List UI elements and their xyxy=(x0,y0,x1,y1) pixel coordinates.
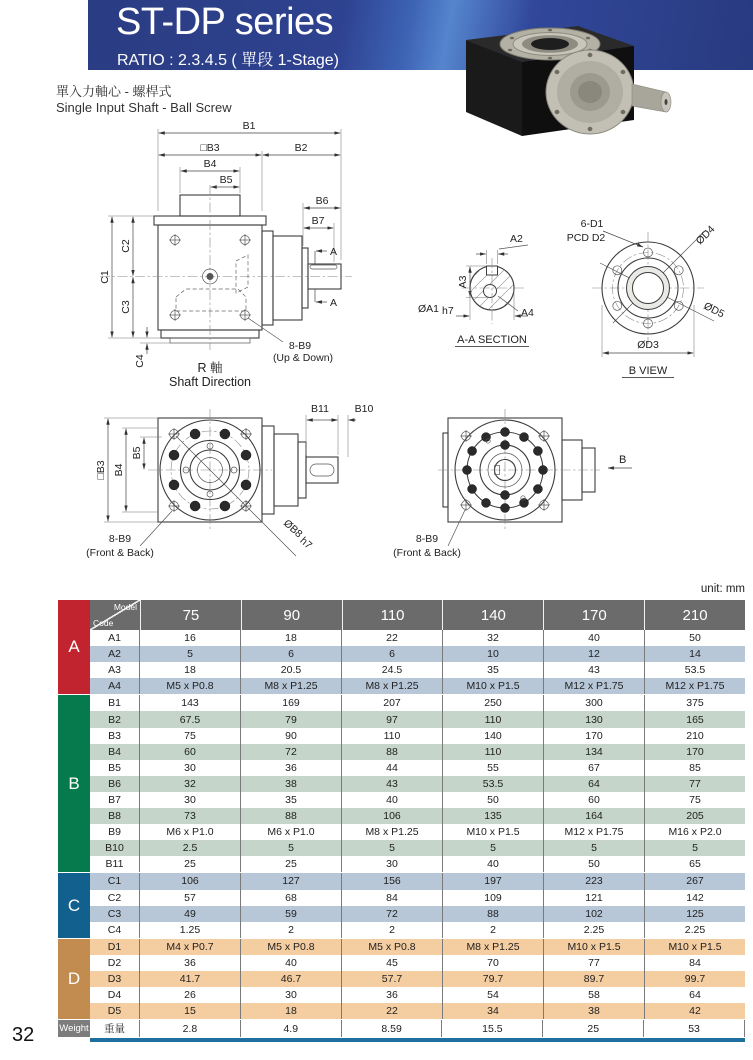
table-cell: 36 xyxy=(241,760,342,776)
table-cell: 142 xyxy=(686,891,704,904)
table-cell: 75 xyxy=(689,793,701,806)
table-cell: 223 xyxy=(544,873,645,889)
dim-label-d4: ØD4 xyxy=(693,223,718,248)
corner-model-label: Model xyxy=(113,602,137,612)
table-cell: M5 x P0.8 xyxy=(241,939,342,955)
table-cell: 58 xyxy=(544,987,645,1003)
dim-label-a1-tolerance: h7 xyxy=(442,305,454,317)
dim-label-c3: C3 xyxy=(120,300,132,314)
weight-cell: 25 xyxy=(543,1020,644,1037)
row-code: B2 xyxy=(90,711,140,727)
table-row xyxy=(90,906,745,922)
section-label-column xyxy=(58,600,90,1038)
subtitle-zh: 單入力軸心 - 螺桿式 xyxy=(56,84,172,99)
row-code: B6 xyxy=(90,776,140,792)
shaft-direction-zh: R 軸 xyxy=(197,361,223,375)
dim-label-b5-front: B5 xyxy=(131,446,143,460)
table-cell: 300 xyxy=(544,695,645,711)
table-cell: 97 xyxy=(342,711,443,727)
b-view-caption: B VIEW xyxy=(628,365,668,377)
table-cell: 134 xyxy=(544,744,645,760)
column-header: 110 xyxy=(342,600,443,630)
table-cell: 110 xyxy=(342,728,443,744)
table-cell: 10 xyxy=(443,646,544,662)
table-cell: 135 xyxy=(443,808,544,824)
table-row xyxy=(90,646,745,662)
table-cell: 30 xyxy=(140,760,241,776)
table-cell: 26 xyxy=(140,987,241,1003)
table-cell: 22 xyxy=(342,1003,443,1019)
dim-label-b3: □B3 xyxy=(200,142,220,154)
table-cell: 84 xyxy=(342,890,443,906)
table-cell: 20.5 xyxy=(241,662,342,678)
row-code: B1 xyxy=(90,695,140,711)
table-cell: 43 xyxy=(342,776,443,792)
dim-label-c4: C4 xyxy=(134,354,146,368)
table-cell: 143 xyxy=(140,695,241,711)
table-cell: M10 x P1.5 xyxy=(544,939,645,955)
section-rows-B xyxy=(90,695,745,872)
table-cell: 164 xyxy=(544,808,645,824)
dim-label-b3-front: □B3 xyxy=(95,460,107,480)
row-code: A2 xyxy=(90,646,140,662)
table-cell: 70 xyxy=(443,955,544,971)
table-cell: 12 xyxy=(544,646,645,662)
table-cell: 67 xyxy=(544,760,645,776)
table-cell: 60 xyxy=(140,744,241,760)
row-code: B10 xyxy=(90,840,140,856)
dimension-table xyxy=(58,600,745,1038)
row-code: A3 xyxy=(90,662,140,678)
table-cell: 1.25 xyxy=(140,922,241,938)
table-cell: 79.7 xyxy=(443,971,544,987)
table-cell: 40 xyxy=(342,792,443,808)
table-cell: 156 xyxy=(342,873,443,889)
table-cell: M8 x P1.25 xyxy=(443,939,544,955)
figure-b-side-view xyxy=(393,409,632,559)
table-cell: 169 xyxy=(241,695,342,711)
table-cell: 18 xyxy=(241,630,342,646)
weight-cell: 15.5 xyxy=(442,1020,543,1037)
dim-label-pcd-d2: PCD D2 xyxy=(566,232,606,244)
table-cell: 38 xyxy=(241,776,342,792)
dim-label-b4-front: B4 xyxy=(113,463,125,477)
table-cell: 59 xyxy=(241,906,342,922)
table-row xyxy=(90,728,745,744)
table-cell: 22 xyxy=(342,630,443,646)
table-cell: 109 xyxy=(443,890,544,906)
table-cell: 50 xyxy=(443,792,544,808)
table-cell: 14 xyxy=(689,648,701,661)
row-code: C3 xyxy=(90,906,140,922)
table-cell: 2 xyxy=(241,922,342,938)
table-cell: 60 xyxy=(544,792,645,808)
section-label-B: B xyxy=(58,695,90,872)
corner-cell xyxy=(90,600,140,630)
table-cell: M5 x P0.8 xyxy=(342,939,443,955)
table-cell: 85 xyxy=(689,761,701,774)
table-cell: 127 xyxy=(241,873,342,889)
row-code: C2 xyxy=(90,890,140,906)
table-cell: 79 xyxy=(241,711,342,727)
corner-code-label: Code xyxy=(93,618,114,628)
section-marker-a-bottom: A xyxy=(330,297,338,309)
table-cell: 41.7 xyxy=(140,971,241,987)
table-cell: 40 xyxy=(241,955,342,971)
table-cell: 121 xyxy=(544,890,645,906)
table-cell: 110 xyxy=(443,711,544,727)
table-cell: 75 xyxy=(140,728,241,744)
table-cell: 35 xyxy=(241,792,342,808)
table-cell: 57.7 xyxy=(342,971,443,987)
table-bottom-rule xyxy=(90,1038,745,1042)
table-cell: 18 xyxy=(241,1003,342,1019)
dim-label-6d1: 6-D1 xyxy=(580,218,604,230)
figure-side-view xyxy=(99,120,352,389)
weight-label: Weight xyxy=(58,1020,90,1037)
dim-label-b8-tolerance: h7 xyxy=(297,534,315,552)
table-cell: 32 xyxy=(443,630,544,646)
table-cell: 106 xyxy=(140,873,241,889)
dim-label-c1: C1 xyxy=(99,270,111,284)
table-cell: M10 x P1.5 xyxy=(443,824,544,840)
table-cell: 88 xyxy=(342,744,443,760)
dim-label-b7: B7 xyxy=(311,215,325,227)
dim-label-b6: B6 xyxy=(315,195,329,207)
table-cell: M12 x P1.75 xyxy=(544,824,645,840)
row-code: C1 xyxy=(90,873,140,889)
table-cell: M10 x P1.5 xyxy=(443,678,544,694)
table-row xyxy=(90,922,745,938)
section-rows-A xyxy=(90,630,745,694)
table-cell: 18 xyxy=(140,662,241,678)
dim-label-a2: A2 xyxy=(510,233,523,245)
weight-code: 重量 xyxy=(90,1020,140,1037)
table-cell: 64 xyxy=(544,776,645,792)
row-code: A1 xyxy=(90,630,140,646)
ratio-subtitle: RATIO : 2.3.4.5 ( 單段 1-Stage) xyxy=(117,52,340,69)
table-cell: M4 x P0.7 xyxy=(140,939,241,955)
table-cell: 15 xyxy=(140,1003,241,1019)
bolt-note-bside-sub: (Front & Back) xyxy=(393,547,461,559)
table-cell: 84 xyxy=(689,956,701,969)
table-cell: 5 xyxy=(342,840,443,856)
b-view-marker: B xyxy=(619,454,627,466)
dim-label-b5: B5 xyxy=(219,174,233,186)
row-code: D1 xyxy=(90,939,140,955)
unit-label: unit: mm xyxy=(700,583,745,595)
table-cell: 36 xyxy=(342,987,443,1003)
dim-label-a1: ØA1 xyxy=(418,303,440,315)
table-cell: 55 xyxy=(443,760,544,776)
table-cell: M5 x P0.8 xyxy=(140,678,241,694)
table-row xyxy=(90,695,745,711)
section-rows-C xyxy=(90,873,745,937)
table-cell: 24.5 xyxy=(342,662,443,678)
table-cell: 5 xyxy=(692,842,698,855)
table-cell: 2 xyxy=(443,922,544,938)
figure-b-view xyxy=(567,218,727,378)
table-cell: 250 xyxy=(443,695,544,711)
table-cell: 170 xyxy=(544,728,645,744)
table-cell: 88 xyxy=(443,906,544,922)
table-row xyxy=(90,873,745,889)
table-row xyxy=(90,776,745,792)
table-cell: 45 xyxy=(342,955,443,971)
table-row xyxy=(90,711,745,727)
table-cell: 43 xyxy=(544,662,645,678)
table-row xyxy=(90,939,745,955)
table-cell: 197 xyxy=(443,873,544,889)
table-cell: 2.5 xyxy=(140,840,241,856)
table-header-row xyxy=(90,600,745,630)
table-cell: M12 x P1.75 xyxy=(544,678,645,694)
row-code: D4 xyxy=(90,987,140,1003)
table-cell: 40 xyxy=(544,630,645,646)
table-cell: 2.25 xyxy=(544,922,645,938)
table-cell: 6 xyxy=(342,646,443,662)
table-row xyxy=(90,971,745,987)
table-cell: 49 xyxy=(140,906,241,922)
dim-label-d3: ØD3 xyxy=(637,339,659,351)
dim-label-a3: A3 xyxy=(457,275,469,289)
technical-drawings xyxy=(0,115,753,585)
table-cell: 64 xyxy=(689,989,701,1002)
table-cell: M8 x P1.25 xyxy=(241,678,342,694)
table-cell: M12 x P1.75 xyxy=(665,680,725,693)
section-label-C: C xyxy=(58,873,90,937)
table-cell: 77 xyxy=(689,777,701,790)
table-row xyxy=(90,824,745,840)
table-cell: 210 xyxy=(686,729,704,742)
bolt-note-bside: 8-B9 xyxy=(415,533,439,545)
page-number: 32 xyxy=(12,1024,35,1046)
table-cell: 38 xyxy=(544,1003,645,1019)
dim-label-b10: B10 xyxy=(354,403,374,415)
table-cell: 106 xyxy=(342,808,443,824)
table-cell: 34 xyxy=(443,1003,544,1019)
dim-label-b2: B2 xyxy=(294,142,308,154)
table-cell: 54 xyxy=(443,987,544,1003)
table-cell: M10 x P1.5 xyxy=(668,940,722,953)
weight-cell: 53 xyxy=(644,1020,745,1037)
row-code: D3 xyxy=(90,971,140,987)
dim-label-b1: B1 xyxy=(242,120,256,132)
table-row xyxy=(90,808,745,824)
page-title: ST-DP series xyxy=(116,1,334,43)
table-cell: 30 xyxy=(140,792,241,808)
table-cell: 90 xyxy=(241,728,342,744)
column-header: 210 xyxy=(644,600,745,630)
table-cell: 267 xyxy=(686,875,704,888)
table-cell: 375 xyxy=(686,697,704,710)
table-cell: 5 xyxy=(544,840,645,856)
table-cell: 53.5 xyxy=(684,664,706,677)
table-cell: 42 xyxy=(689,1005,701,1018)
table-row xyxy=(90,662,745,678)
row-code: B4 xyxy=(90,744,140,760)
table-cell: 16 xyxy=(140,630,241,646)
table-cell: 77 xyxy=(544,955,645,971)
table-cell: 89.7 xyxy=(544,971,645,987)
section-label-D: D xyxy=(58,939,90,1020)
table-cell: 110 xyxy=(443,744,544,760)
table-cell: 2.25 xyxy=(684,923,706,936)
table-row xyxy=(90,987,745,1003)
shaft-direction-en: Shaft Direction xyxy=(169,375,251,389)
table-row xyxy=(90,744,745,760)
weight-cell: 8.59 xyxy=(342,1020,443,1037)
table-row xyxy=(90,792,745,808)
table-cell: 99.7 xyxy=(684,973,706,986)
table-row xyxy=(90,678,745,694)
weight-row xyxy=(90,1020,745,1037)
dim-label-b8: ØB8 xyxy=(280,517,305,541)
table-cell: 5 xyxy=(140,646,241,662)
table-cell: M16 x P2.0 xyxy=(668,826,722,839)
table-row xyxy=(90,840,745,856)
table-cell: 170 xyxy=(686,745,704,758)
table-cell: 25 xyxy=(140,856,241,872)
dim-label-c2: C2 xyxy=(120,239,132,253)
table-cell: 25 xyxy=(241,856,342,872)
table-cell: 44 xyxy=(342,760,443,776)
table-cell: 2 xyxy=(342,922,443,938)
table-cell: 65 xyxy=(689,858,701,871)
table-cell: 32 xyxy=(140,776,241,792)
table-cell: 6 xyxy=(241,646,342,662)
row-code: D5 xyxy=(90,1003,140,1019)
table-cell: 67.5 xyxy=(140,711,241,727)
table-cell: 207 xyxy=(342,695,443,711)
table-cell: 140 xyxy=(443,728,544,744)
figure-front-view xyxy=(86,403,373,559)
row-code: B8 xyxy=(90,808,140,824)
table-cell: 5 xyxy=(241,840,342,856)
dim-label-b4: B4 xyxy=(203,158,217,170)
row-code: B3 xyxy=(90,728,140,744)
table-cell: 165 xyxy=(686,713,704,726)
table-row xyxy=(90,760,745,776)
section-marker-a-top: A xyxy=(330,246,338,258)
table-cell: 102 xyxy=(544,906,645,922)
bolt-note-front-sub: (Front & Back) xyxy=(86,547,154,559)
row-code: A4 xyxy=(90,678,140,694)
table-cell: 35 xyxy=(443,662,544,678)
row-code: B7 xyxy=(90,792,140,808)
row-code: B9 xyxy=(90,824,140,840)
table-cell: 46.7 xyxy=(241,971,342,987)
weight-cell: 2.8 xyxy=(140,1020,241,1037)
bolt-note-sub: (Up & Down) xyxy=(272,352,334,364)
section-label-A: A xyxy=(58,600,90,694)
row-code: B11 xyxy=(90,856,140,872)
column-header: 140 xyxy=(442,600,543,630)
table-cell: 125 xyxy=(686,907,704,920)
table-cell: 57 xyxy=(140,890,241,906)
table-cell: 5 xyxy=(443,840,544,856)
column-header: 170 xyxy=(543,600,644,630)
row-code: D2 xyxy=(90,955,140,971)
bolt-note-front: 8-B9 xyxy=(108,533,132,545)
table-cell: 205 xyxy=(686,810,704,823)
table-cell: 73 xyxy=(140,808,241,824)
table-cell: 50 xyxy=(689,632,701,645)
aa-section-caption: A-A SECTION xyxy=(457,334,527,346)
table-cell: M6 x P1.0 xyxy=(140,824,241,840)
weight-cell: 4.9 xyxy=(241,1020,342,1037)
row-code: B5 xyxy=(90,760,140,776)
dim-label-d5: ØD5 xyxy=(701,299,727,321)
dim-label-a4: A4 xyxy=(521,307,534,319)
column-header: 75 xyxy=(140,600,241,630)
figure-aa-section xyxy=(418,233,534,347)
table-cell: 72 xyxy=(241,744,342,760)
table-row xyxy=(90,630,745,646)
table-cell: 130 xyxy=(544,711,645,727)
table-cell: 88 xyxy=(241,808,342,824)
table-cell: M6 x P1.0 xyxy=(241,824,342,840)
table-cell: 72 xyxy=(342,906,443,922)
table-cell: 36 xyxy=(140,955,241,971)
bolt-note: 8-B9 xyxy=(288,340,312,352)
section-rows-D xyxy=(90,939,745,1019)
column-header: 90 xyxy=(241,600,342,630)
table-cell: M8 x P1.25 xyxy=(342,678,443,694)
table-cell: 30 xyxy=(241,987,342,1003)
table-cell: 68 xyxy=(241,890,342,906)
table-row xyxy=(90,856,745,872)
table-row xyxy=(90,955,745,971)
table-cell: 53.5 xyxy=(443,776,544,792)
row-code: C4 xyxy=(90,922,140,938)
table-cell: 40 xyxy=(443,856,544,872)
table-cell: M8 x P1.25 xyxy=(342,824,443,840)
table-cell: 50 xyxy=(544,856,645,872)
dim-label-b11: B11 xyxy=(311,403,329,415)
subtitle-en: Single Input Shaft - Ball Screw xyxy=(56,100,232,115)
table-cell: 30 xyxy=(342,856,443,872)
table-row xyxy=(90,890,745,906)
table-row xyxy=(90,1003,745,1019)
